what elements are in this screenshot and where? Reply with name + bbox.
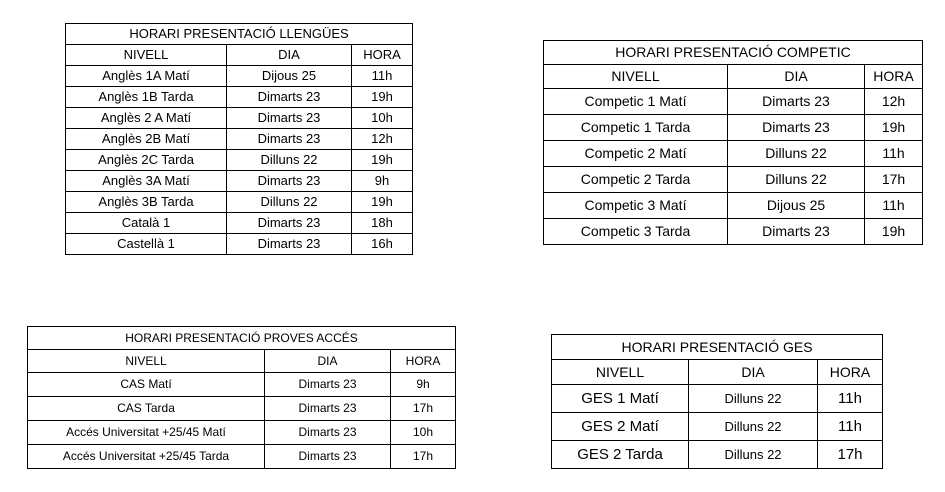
table-title: HORARI PRESENTACIÓ GES (552, 335, 883, 360)
cell-nivell: Anglès 2 A Matí (66, 108, 227, 129)
column-header-dia: DIA (728, 65, 865, 89)
cell-dia: Dilluns 22 (227, 150, 352, 171)
ges-schedule-table (551, 334, 883, 469)
table-row (544, 193, 923, 219)
column-header-nivell: NIVELL (66, 45, 227, 66)
cell-nivell: Competic 3 Tarda (544, 219, 728, 245)
header-row (552, 360, 883, 385)
cell-dia: Dimarts 23 (265, 373, 391, 397)
column-header-nivell: NIVELL (28, 350, 265, 373)
cell-hora: 11h (818, 385, 883, 413)
cell-nivell: Competic 2 Tarda (544, 167, 728, 193)
cell-nivell: Anglès 2C Tarda (66, 150, 227, 171)
competic-schedule-table (543, 40, 923, 245)
cell-nivell: CAS Tarda (28, 397, 265, 421)
cell-nivell: Competic 1 Tarda (544, 115, 728, 141)
cell-hora: 17h (391, 445, 456, 469)
table-row (66, 87, 413, 108)
table-row (66, 213, 413, 234)
cell-nivell: Anglès 2B Matí (66, 129, 227, 150)
table-title: HORARI PRESENTACIÓ PROVES ACCÉS (28, 327, 456, 350)
cell-dia: Dimarts 23 (728, 115, 865, 141)
cell-dia: Dijous 25 (728, 193, 865, 219)
column-header-dia: DIA (227, 45, 352, 66)
cell-nivell: Competic 3 Matí (544, 193, 728, 219)
column-header-dia: DIA (265, 350, 391, 373)
cell-hora: 19h (865, 115, 923, 141)
table-row (66, 234, 413, 255)
llengues-schedule-table (65, 23, 413, 255)
table-row (28, 445, 456, 469)
cell-nivell: GES 1 Matí (552, 385, 689, 413)
cell-dia: Dimarts 23 (227, 129, 352, 150)
cell-nivell: Anglès 3A Matí (66, 171, 227, 192)
cell-hora: 17h (391, 397, 456, 421)
cell-dia: Dimarts 23 (227, 234, 352, 255)
cell-hora: 19h (865, 219, 923, 245)
cell-hora: 9h (352, 171, 413, 192)
header-row (544, 65, 923, 89)
cell-dia: Dilluns 22 (689, 441, 818, 469)
cell-hora: 11h (865, 193, 923, 219)
cell-nivell: Català 1 (66, 213, 227, 234)
cell-hora: 18h (352, 213, 413, 234)
cell-hora: 16h (352, 234, 413, 255)
cell-dia: Dimarts 23 (265, 397, 391, 421)
cell-hora: 11h (352, 66, 413, 87)
table-row (66, 66, 413, 87)
cell-dia: Dimarts 23 (728, 219, 865, 245)
table-title: HORARI PRESENTACIÓ COMPETIC (544, 41, 923, 65)
cell-hora: 17h (818, 441, 883, 469)
cell-nivell: GES 2 Matí (552, 413, 689, 441)
column-header-hora: HORA (352, 45, 413, 66)
column-header-dia: DIA (689, 360, 818, 385)
table-title: HORARI PRESENTACIÓ LLENGÜES (66, 24, 413, 45)
cell-nivell: CAS Matí (28, 373, 265, 397)
cell-nivell: Competic 1 Matí (544, 89, 728, 115)
column-header-hora: HORA (818, 360, 883, 385)
cell-dia: Dimarts 23 (227, 87, 352, 108)
cell-dia: Dilluns 22 (689, 385, 818, 413)
cell-hora: 12h (865, 89, 923, 115)
table-row (66, 150, 413, 171)
cell-dia: Dijous 25 (227, 66, 352, 87)
cell-dia: Dilluns 22 (227, 192, 352, 213)
table-row (66, 129, 413, 150)
table-row (552, 441, 883, 469)
cell-nivell: Competic 2 Matí (544, 141, 728, 167)
cell-hora: 12h (352, 129, 413, 150)
table-row (544, 167, 923, 193)
table-row (66, 192, 413, 213)
cell-dia: Dimarts 23 (227, 171, 352, 192)
table-row (544, 141, 923, 167)
cell-dia: Dimarts 23 (265, 421, 391, 445)
table-row (552, 413, 883, 441)
proves-acces-schedule-table (27, 326, 456, 469)
cell-hora: 19h (352, 150, 413, 171)
table-row (66, 108, 413, 129)
table-row (28, 421, 456, 445)
cell-nivell: Anglès 3B Tarda (66, 192, 227, 213)
cell-dia: Dimarts 23 (728, 89, 865, 115)
cell-nivell: Accés Universitat +25/45 Tarda (28, 445, 265, 469)
cell-nivell: Anglès 1A Matí (66, 66, 227, 87)
cell-dia: Dilluns 22 (728, 141, 865, 167)
table-row (544, 115, 923, 141)
column-header-nivell: NIVELL (544, 65, 728, 89)
table-row (28, 373, 456, 397)
table-row (544, 89, 923, 115)
cell-hora: 10h (391, 421, 456, 445)
cell-hora: 17h (865, 167, 923, 193)
cell-hora: 11h (818, 413, 883, 441)
column-header-hora: HORA (865, 65, 923, 89)
header-row (28, 350, 456, 373)
cell-nivell: Anglès 1B Tarda (66, 87, 227, 108)
cell-nivell: GES 2 Tarda (552, 441, 689, 469)
table-row (552, 385, 883, 413)
header-row (66, 45, 413, 66)
cell-hora: 9h (391, 373, 456, 397)
cell-dia: Dimarts 23 (265, 445, 391, 469)
cell-dia: Dimarts 23 (227, 213, 352, 234)
cell-dia: Dilluns 22 (689, 413, 818, 441)
column-header-nivell: NIVELL (552, 360, 689, 385)
cell-hora: 19h (352, 192, 413, 213)
column-header-hora: HORA (391, 350, 456, 373)
cell-dia: Dilluns 22 (728, 167, 865, 193)
table-row (28, 397, 456, 421)
cell-hora: 10h (352, 108, 413, 129)
cell-dia: Dimarts 23 (227, 108, 352, 129)
cell-hora: 11h (865, 141, 923, 167)
cell-nivell: Accés Universitat +25/45 Matí (28, 421, 265, 445)
table-row (66, 171, 413, 192)
cell-nivell: Castellà 1 (66, 234, 227, 255)
cell-hora: 19h (352, 87, 413, 108)
table-row (544, 219, 923, 245)
